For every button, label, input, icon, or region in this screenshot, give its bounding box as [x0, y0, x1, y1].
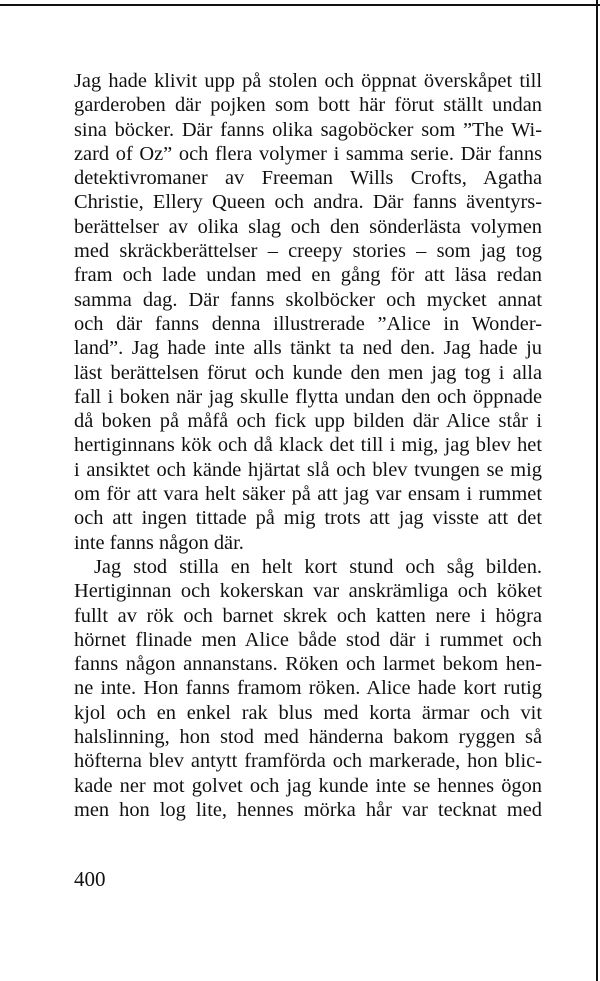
- text-line: fullt av rök och barnet skrek och katten nere i högra: [74, 604, 542, 627]
- text-line: och där fanns denna illustrerade ”Alice in Wonder-: [74, 312, 542, 335]
- text-line: hörnet flinade men Alice både stod där i rummet och: [74, 628, 542, 651]
- text-line: i ansiktet och kände hjärtat slå och blev tvungen se mig: [74, 458, 542, 481]
- text-line: höfterna blev antytt framförda och markerade, hon blic-: [74, 750, 542, 773]
- text-line: kade ner mot golvet och jag kunde inte se hennes ögon: [74, 774, 542, 797]
- text-line: fall i boken när jag skulle flytta undan den och öppnade: [74, 385, 542, 408]
- text-line: ne inte. Hon fanns framom röken. Alice hade kort rutig: [74, 677, 542, 700]
- text-line: land”. Jag hade inte alls tänkt ta ned den. Jag hade ju: [74, 337, 542, 360]
- text-line: kjol och en enkel rak blus med korta ärmar och vit: [74, 701, 542, 724]
- text-line: detektivromaner av Freeman Wills Crofts, Agatha: [74, 167, 542, 190]
- text-line: samma dag. Där fanns skolböcker och mycket annat: [74, 288, 542, 311]
- text-line: Jag stod stilla en helt kort stund och såg bilden.: [94, 555, 542, 578]
- text-line: men hon log lite, hennes mörka hår var tecknat med: [74, 798, 542, 821]
- text-line: Jag hade klivit upp på stolen och öppnat överskåpet till: [74, 70, 542, 92]
- text-line: Christie, Ellery Queen och andra. Där fanns äventyrs-: [74, 191, 542, 214]
- text-line: halslinning, hon stod med händerna bakom ryggen så: [74, 726, 542, 749]
- right-border-line: [596, 0, 598, 981]
- text-line: berättelser av olika slag och den sönderlästa volymen: [74, 215, 542, 238]
- text-line: läst berättelsen förut och kunde den men jag tog i alla: [74, 361, 542, 384]
- text-line: med skräckberättelser – creepy stories – som jag tog: [74, 240, 542, 263]
- text-line: zard of Oz” och flera volymer i samma serie. Där fanns: [74, 142, 542, 165]
- text-line: om för att vara helt säker på att jag var ensam i rummet: [74, 483, 542, 506]
- top-border-line: [0, 4, 600, 6]
- page-number: 400: [74, 867, 106, 891]
- text-line: och att ingen tittade på mig trots att jag visste att det: [74, 507, 542, 530]
- text-line: då boken på måfå och fick upp bilden där Alice står i: [74, 410, 542, 433]
- text-line: Hertiginnan och kokerskan var anskrämliga och köket: [74, 580, 542, 603]
- body-text: [74, 69, 542, 822]
- text-line: hertiginnans kök och då klack det till i mig, jag blev het: [74, 434, 542, 457]
- text-line: fram och lade undan med en gång för att läsa redan: [74, 264, 542, 287]
- text-line: inte fanns någon där.: [74, 531, 244, 554]
- text-line: sina böcker. Där fanns olika sagoböcker som ”The Wi-: [74, 118, 542, 141]
- text-line: fanns någon annanstans. Röken och larmet bekom hen-: [74, 653, 542, 676]
- text-line: garderoben där pojken som bott här förut ställt undan: [74, 94, 542, 117]
